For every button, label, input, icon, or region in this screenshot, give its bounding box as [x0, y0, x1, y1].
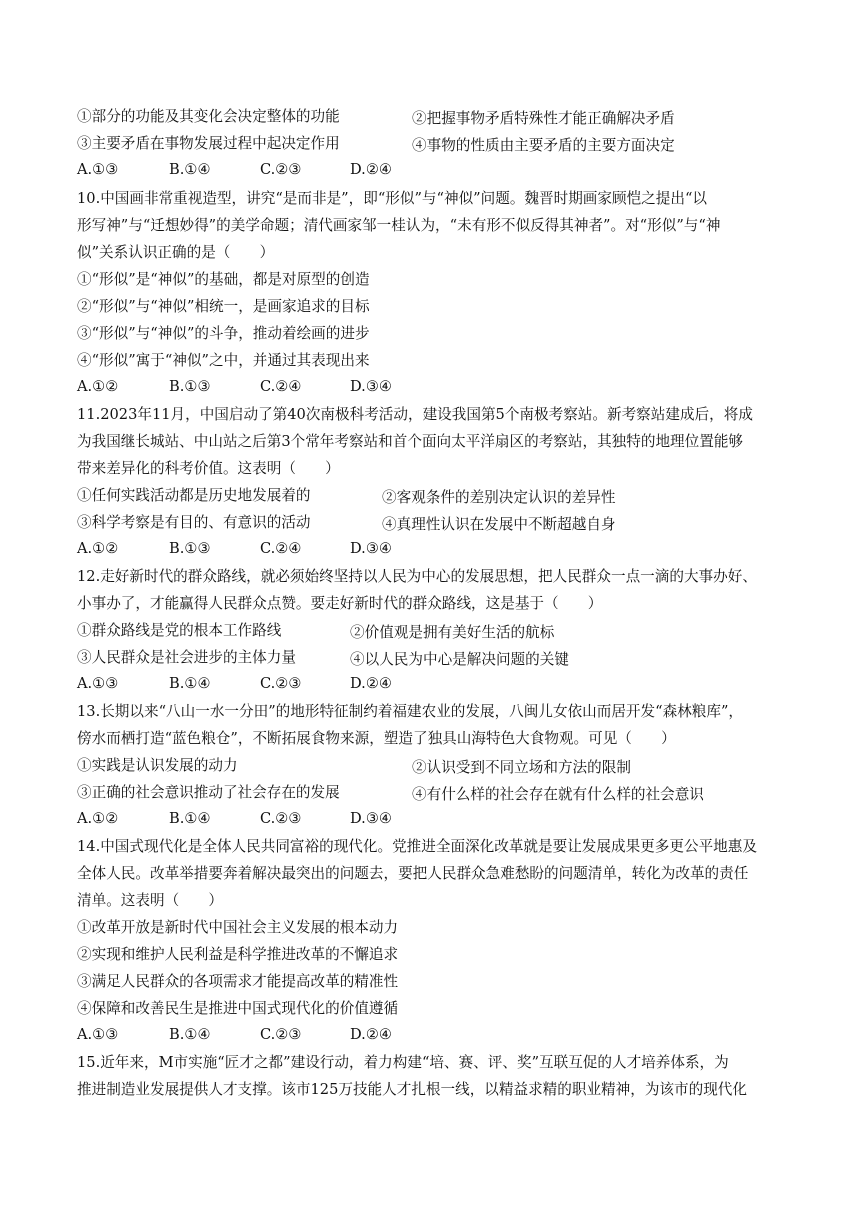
q13-stem-line-2: 傍水而栖打造“蓝色粮仓”，不断拓展食物来源，塑造了独具山海特色大食物观。可见（ ）: [77, 730, 676, 747]
q13-choice-c: C.②③: [260, 810, 302, 827]
q11-option-1: ①任何实践活动都是历史地发展着的: [77, 487, 311, 504]
q11-choice-b: B.①③: [169, 540, 211, 557]
q14-choice-a: A.①③: [77, 1026, 119, 1043]
q13-option-4: ④有什么样的社会存在就有什么样的社会意识: [412, 786, 704, 803]
q13-option-2: ②认识受到不同立场和方法的限制: [412, 759, 631, 776]
q11-stem-line-3: 带来差异化的科考价值。这表明（ ）: [77, 460, 340, 477]
q13-stem-line-1: 13.长期以来“八山一水一分田”的地形特征制约着福建农业的发展，八闽儿女依山而居开发“森林粮库”，: [77, 703, 743, 720]
q14-stem-line-1: 14.中国式现代化是全体人民共同富裕的现代化。党推进全面深化改革就是要让发展成果更多更公平地惠及: [77, 838, 757, 855]
q14-option-3: ③满足人民群众的各项需求才能提高改革的精准性: [77, 973, 399, 990]
q13-choice-b: B.①④: [169, 810, 211, 827]
q13-option-3: ③正确的社会意识推动了社会存在的发展: [77, 784, 340, 801]
q9-option-3: ③主要矛盾在事物发展过程中起决定作用: [77, 135, 340, 152]
q11-stem-line-2: 为我国继长城站、中山站之后第3个常年考察站和首个面向太平洋扇区的考察站，其独特的地理位置能够: [77, 433, 744, 450]
q13-choice-a: A.①②: [77, 810, 119, 827]
q10-choice-d: D.③④: [350, 378, 392, 395]
q14-option-4: ④保障和改善民生是推进中国式现代化的价值遵循: [77, 1000, 399, 1017]
q12-stem-line-1: 12.走好新时代的群众路线，就必须始终坚持以人民为中心的发展思想，把人民群众一点一滴的大事办好、: [77, 568, 757, 585]
q9-option-1: ①部分的功能及其变化会决定整体的功能: [77, 108, 340, 125]
q15-stem-line-2: 推进制造业发展提供人才支撑。该市125万技能人才扎根一线，以精益求精的职业精神，为该市的现代化: [77, 1081, 747, 1098]
q10-option-2: ②“形似”与“神似”相统一，是画家追求的目标: [77, 298, 370, 315]
q13-choice-d: D.③④: [350, 810, 392, 827]
q14-choice-d: D.②④: [350, 1026, 392, 1043]
q11-choice-d: D.③④: [350, 540, 392, 557]
q12-stem-line-2: 小事办了，才能赢得人民群众点赞。要走好新时代的群众路线，这是基于（ ）: [77, 595, 603, 612]
q10-choice-b: B.①③: [169, 378, 211, 395]
q9-choice-d: D.②④: [350, 161, 392, 178]
q10-stem-line-1: 10.中国画非常重视造型，讲究“是而非是”，即“形似”与“神似”问题。魏晋时期画家顾恺之提出“以: [77, 190, 708, 207]
q11-option-4: ④真理性认识在发展中不断超越自身: [382, 516, 616, 533]
q14-choice-c: C.②③: [260, 1026, 302, 1043]
q13-option-1: ①实践是认识发展的动力: [77, 757, 238, 774]
q14-choice-b: B.①④: [169, 1026, 211, 1043]
q9-choice-a: A.①③: [77, 161, 119, 178]
q12-option-3: ③人民群众是社会进步的主体力量: [77, 649, 296, 666]
q10-choice-c: C.②④: [260, 378, 302, 395]
q10-option-1: ①“形似”是“神似”的基础，都是对原型的创造: [77, 271, 370, 288]
q11-choice-c: C.②④: [260, 540, 302, 557]
q12-option-1: ①群众路线是党的根本工作路线: [77, 622, 282, 639]
q10-option-3: ③“形似”与“神似”的斗争，推动着绘画的进步: [77, 325, 370, 342]
q10-option-4: ④“形似”寓于“神似”之中，并通过其表现出来: [77, 352, 370, 369]
q11-choice-a: A.①②: [77, 540, 119, 557]
q9-choice-c: C.②③: [260, 161, 302, 178]
q11-option-2: ②客观条件的差别决定认识的差异性: [382, 489, 616, 506]
q12-choice-a: A.①③: [77, 675, 119, 692]
q15-stem-line-1: 15.近年来，M市实施“匠才之都”建设行动，着力构建“培、赛、评、奖”互联互促的人才培养体系，为: [77, 1054, 729, 1071]
q14-option-2: ②实现和维护人民利益是科学推进改革的不懈追求: [77, 946, 399, 963]
q12-option-4: ④以人民为中心是解决问题的关键: [350, 651, 569, 668]
q14-option-1: ①改革开放是新时代中国社会主义发展的根本动力: [77, 919, 399, 936]
q12-choice-d: D.②④: [350, 675, 392, 692]
q10-stem-line-2: 形写神”与“迁想妙得”的美学命题；清代画家邹一桂认为，“未有形不似反得其神者”。对“形似”与“神: [77, 217, 721, 234]
q12-choice-b: B.①④: [169, 675, 211, 692]
q11-option-3: ③科学考察是有目的、有意识的活动: [77, 514, 311, 531]
q10-choice-a: A.①②: [77, 378, 119, 395]
q14-stem-line-2: 全体人民。改革举措要奔着解决最突出的问题去，要把人民群众急难愁盼的问题清单，转化为改革的责任: [77, 865, 749, 882]
q12-option-2: ②价值观是拥有美好生活的航标: [350, 624, 555, 641]
q11-stem-line-1: 11.2023年11月，中国启动了第40次南极科考活动，建设我国第5个南极考察站。新考察站建成后，将成: [77, 406, 753, 423]
q9-option-4: ④事物的性质由主要矛盾的主要方面决定: [412, 137, 675, 154]
q10-stem-line-3: 似”关系认识正确的是（ ）: [77, 244, 275, 261]
q9-choice-b: B.①④: [169, 161, 211, 178]
q9-option-2: ②把握事物矛盾特殊性才能正确解决矛盾: [412, 110, 675, 127]
q12-choice-c: C.②③: [260, 675, 302, 692]
q14-stem-line-3: 清单。这表明（ ）: [77, 892, 223, 909]
